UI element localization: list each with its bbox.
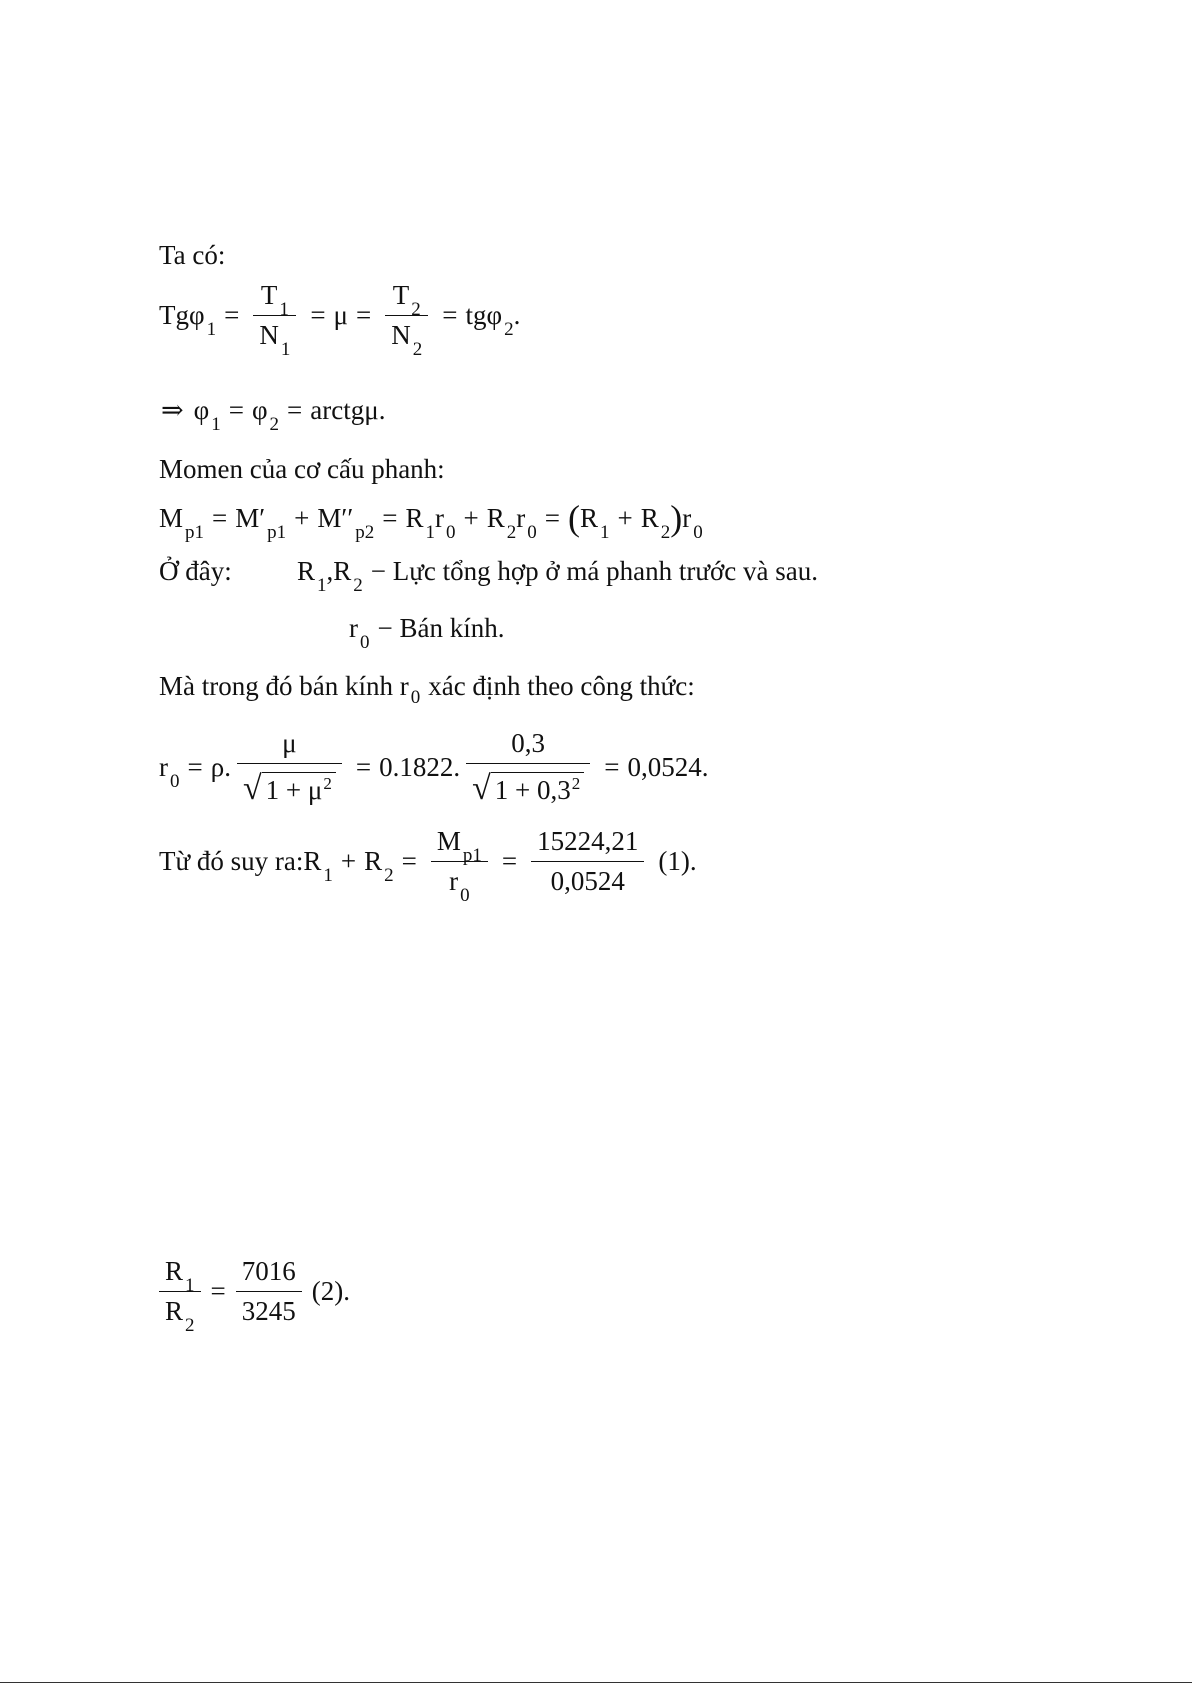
equation-sum-forces: Từ đó suy ra: R $_1$ + R $_2$ = $\frac{M _{p1}}{r _0}$ = $\frac{15224,21}{0,0524}$ (1). bbox=[159, 826, 697, 906]
equation-ratio: $\frac{R _1}{R _2}$ = $\frac{7016}{3245}$ (2). bbox=[159, 1258, 350, 1325]
formula-intro: Mà trong đó bán kính r 0 xác định theo công thức: bbox=[159, 671, 695, 708]
here-r1r2-definition: R $_1$ , R $_2$ − Lực tổng hợp ở má phanh trước và sau. bbox=[297, 556, 819, 596]
fraction-03-sqrt: 0,3 √ $1 + 0,3^2$ bbox=[466, 730, 590, 804]
fraction-mp1-r0: $\frac{M _{p1}}{r _0}$ bbox=[431, 828, 488, 895]
intro-text: Ta có: bbox=[159, 240, 226, 270]
fraction-mu-sqrt: μ √ $1 + \mu^2$ bbox=[237, 730, 342, 804]
fraction-values: $\frac{15224,21}{0,0524}$ bbox=[531, 828, 644, 895]
equation-moment: M $_{p1}$ = M′ $_{p1}$ + M′′ $_{p2}$ = R $_1$r $_0$ + R $_2$r $_0$ = ( R $_1$ + R $_2$ ) r $_0$ bbox=[159, 498, 703, 543]
page-bottom-rule bbox=[0, 1682, 1192, 1683]
momen-heading: Momen của cơ cấu phanh: bbox=[159, 454, 445, 484]
rhs-tg-phi: tgφ $_2$. bbox=[465, 300, 521, 340]
equation-tangent: Tgφ $_1$ = $\frac{T _1}{N _1}$ = μ = $\frac{T _2}{N _2}$ = tgφ $_2$. bbox=[159, 280, 521, 360]
equation-phi: ⇒ φ $_1$ = φ $_2$ = arctgμ. bbox=[161, 395, 386, 435]
implies-icon: ⇒ bbox=[161, 395, 184, 425]
equation-radius: r $_0$ = ρ. μ √ $1 + \mu^2$ = 0.1822. 0,3 √ $1 + 0,3^2$ = 0,0524. bbox=[159, 728, 709, 807]
mu-symbol: μ bbox=[333, 300, 349, 330]
here-label: Ở đây: bbox=[159, 556, 232, 586]
fraction-t2-n2: $\frac{T _2}{N _2}$ bbox=[385, 282, 428, 349]
lhs-tg-phi: Tgφ $_1$ bbox=[159, 300, 217, 340]
fraction-7016-3245: $\frac{7016}{3245}$ bbox=[236, 1258, 302, 1325]
here-r0-definition: r $_0$ − Bán kính. bbox=[349, 613, 505, 653]
fraction-t1-n1: $\frac{T _1}{N _1}$ bbox=[253, 282, 296, 349]
fraction-r1-r2: $\frac{R _1}{R _2}$ bbox=[159, 1258, 201, 1325]
